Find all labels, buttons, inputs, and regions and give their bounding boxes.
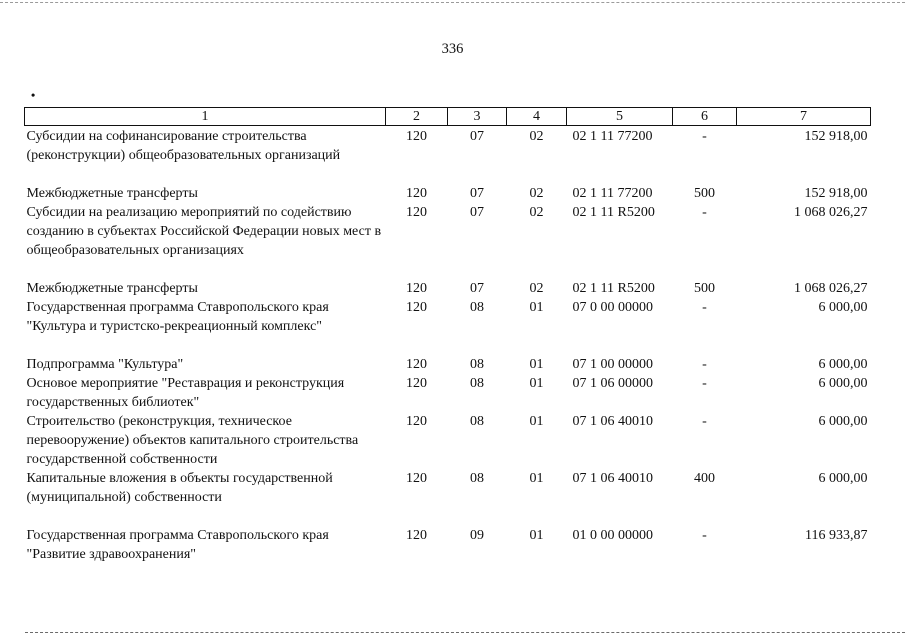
row-subsection-code: 02 [529,281,544,296]
table-body [25,126,871,565]
row-target-article: 07 1 00 00000 [572,357,653,372]
table-row [25,412,871,469]
row-expense-type: - [702,414,707,429]
spacer-cell [25,165,871,184]
spacer-cell [25,260,871,279]
row-ministry-code: 120 [406,471,427,486]
header-cell: 6 [673,108,737,126]
row-section-code: 07 [470,186,484,201]
row-amount: 6 000,00 [818,376,868,391]
row-name: Государственная программа Ставропольского края "Культура и туристско-рекреационный комплекс" [26,300,329,334]
table-row [25,526,871,564]
row-target-article: 02 1 11 77200 [572,186,653,201]
row-expense-type: - [702,205,707,220]
row-subsection-code: 02 [529,186,544,201]
dot-mark: • [31,88,36,102]
table-row [25,184,871,203]
header-cell: 1 [25,108,386,126]
row-name: Основое мероприятие "Реставрация и реконструкция государственных библиотек" [26,376,345,410]
row-section-code: 08 [470,300,484,315]
row-amount: 1 068 026,27 [794,281,868,296]
table-row [25,203,871,260]
row-target-article: 07 0 00 00000 [572,300,653,315]
row-ministry-code: 120 [406,129,427,144]
row-name: Межбюджетные трансферты [26,281,198,296]
row-subsection-code: 01 [529,414,544,429]
spacer-cell [25,336,871,355]
row-section-code: 08 [470,376,484,391]
row-spacer [25,165,871,184]
row-ministry-code: 120 [406,414,427,429]
row-subsection-code: 02 [529,129,544,144]
row-spacer [25,260,871,279]
row-name: Строительство (реконструкция, техническое перевооружение) объектов капитального строительства государственной собственности [26,414,359,467]
row-subsection-code: 01 [529,376,544,391]
spacer-cell [25,507,871,526]
row-amount: 152 918,00 [804,186,868,201]
header-cell: 2 [386,108,448,126]
row-ministry-code: 120 [406,186,427,201]
row-target-article: 07 1 06 00000 [572,376,653,391]
row-ministry-code: 120 [406,205,427,220]
row-section-code: 08 [470,414,484,429]
row-ministry-code: 120 [406,528,427,543]
row-subsection-code: 01 [529,357,544,372]
table-row [25,469,871,507]
row-amount: 6 000,00 [818,300,868,315]
scan-edge-top [0,2,905,3]
row-subsection-code: 02 [529,205,544,220]
row-name: Государственная программа Ставропольского края "Развитие здравоохранения" [26,528,329,562]
table-row [25,355,871,374]
row-name: Субсидии на софинансирование строительства (реконструкции) общеобразовательных организаций [26,129,341,163]
row-ministry-code: 120 [406,281,427,296]
row-subsection-code: 01 [529,300,544,315]
table-row [25,279,871,298]
budget-table [24,107,871,564]
row-section-code: 08 [470,471,484,486]
row-expense-type: - [702,376,707,391]
row-name: Капитальные вложения в объекты государственной (муниципальной) собственности [26,471,333,505]
row-ministry-code: 120 [406,357,427,372]
row-section-code: 09 [470,528,484,543]
row-target-article: 02 1 11 R5200 [572,205,655,220]
row-target-article: 07 1 06 40010 [572,471,653,486]
row-expense-type: - [702,357,707,372]
row-spacer [25,507,871,526]
row-target-article: 07 1 06 40010 [572,414,653,429]
row-ministry-code: 120 [406,300,427,315]
scan-edge-bottom [25,632,905,633]
header-cell: 3 [448,108,507,126]
row-subsection-code: 01 [529,471,544,486]
row-target-article: 02 1 11 77200 [572,129,653,144]
row-section-code: 08 [470,357,484,372]
header-cell: 7 [737,108,871,126]
row-name: Подпрограмма "Культура" [26,357,184,372]
row-expense-type: - [702,129,707,144]
table-row [25,298,871,336]
row-spacer [25,336,871,355]
row-expense-type: - [702,528,707,543]
row-expense-type: 500 [694,186,715,201]
row-amount: 6 000,00 [818,471,868,486]
table-row [25,126,871,166]
row-target-article: 01 0 00 00000 [572,528,653,543]
row-name: Субсидии на реализацию мероприятий по содействию созданию в субъектах Российской Федерации новых мест в общеобразовательных организациях [26,205,382,258]
header-cell: 5 [567,108,673,126]
row-amount: 6 000,00 [818,414,868,429]
row-expense-type: - [702,300,707,315]
row-section-code: 07 [470,129,484,144]
row-amount: 1 068 026,27 [794,205,868,220]
row-amount: 6 000,00 [818,357,868,372]
row-amount: 116 933,87 [805,528,868,543]
row-expense-type: 400 [694,471,715,486]
header-cell: 4 [507,108,567,126]
row-section-code: 07 [470,281,484,296]
row-amount: 152 918,00 [804,129,868,144]
header-row [25,108,871,126]
row-name: Межбюджетные трансферты [26,186,198,201]
row-section-code: 07 [470,205,484,220]
row-expense-type: 500 [694,281,715,296]
table-row [25,374,871,412]
row-ministry-code: 120 [406,376,427,391]
row-subsection-code: 01 [529,528,544,543]
page-number: 336 [441,41,464,57]
row-target-article: 02 1 11 R5200 [572,281,655,296]
